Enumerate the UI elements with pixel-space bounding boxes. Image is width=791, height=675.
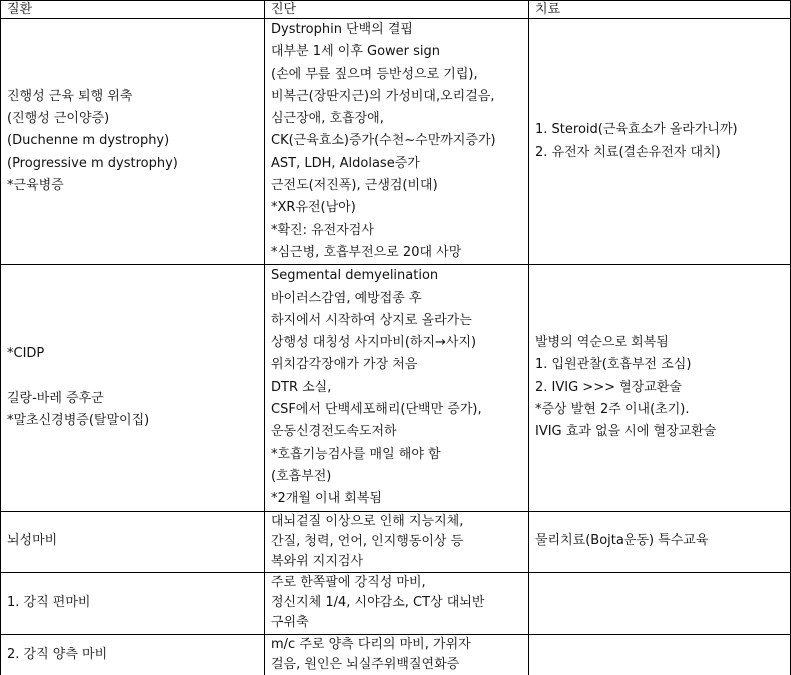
- diagnosis-cell: [265, 19, 529, 265]
- treatment-line: 1. Steroid(근육효소가 올라가니까): [535, 122, 738, 138]
- treatment-cell: [529, 265, 791, 511]
- diagnosis-line: (손에 무릎 짚으며 등반성으로 기립),: [271, 66, 478, 82]
- disease-line: 진행성 근육 퇴행 위축: [7, 88, 133, 104]
- diagnosis-line: *심근병, 호흡부전으로 20대 사망: [271, 244, 462, 260]
- diagnosis-line: CSF에서 단백세포해리(단백만 증가),: [271, 402, 482, 418]
- table-row: [1, 634, 791, 675]
- disease-cell: [1, 19, 265, 265]
- treatment-line: 2. IVIG >>> 혈장교환술: [535, 379, 682, 395]
- diagnosis-line: *2개월 이내 회복됨: [271, 491, 382, 507]
- treatment-line: 2. 유전자 치료(결손유전자 대치): [535, 144, 721, 160]
- table-row: [1, 572, 791, 634]
- diagnosis-line: 주로 한쪽팔에 강직성 마비,: [271, 574, 426, 590]
- disease-line: (Progressive m dystrophy): [7, 155, 178, 171]
- header-diagnosis: 진단: [265, 1, 529, 19]
- table-row: [1, 511, 791, 572]
- treatment-line: 1. 입원관찰(호흡부전 조심): [535, 357, 692, 373]
- diagnosis-line: 복와위 지지검사: [271, 553, 364, 569]
- header-treatment: 치료: [529, 1, 791, 19]
- diagnosis-line: 상행성 대칭성 사지마비(하지→사지): [271, 335, 477, 351]
- diagnosis-line: 위치감각장애가 가장 처음: [271, 357, 418, 373]
- disease-line: 뇌성마비: [7, 533, 58, 549]
- disease-line: *말초신경병증(탈말이집): [7, 413, 150, 429]
- disease-line: (Duchenne m dystrophy): [7, 133, 170, 149]
- diagnosis-line: 심근장애, 호흡장애,: [271, 111, 384, 127]
- diagnosis-line: 하지에서 시작하여 상지로 올라가는: [271, 312, 472, 328]
- disease-line: [7, 366, 261, 388]
- disease-line: 1. 강직 편마비: [7, 594, 91, 610]
- diagnosis-line: 바이러스감염, 예방접종 후: [271, 290, 422, 306]
- diagnosis-line: 간질, 청력, 언어, 인지행동이상 등: [271, 533, 464, 549]
- diagnosis-line: 정신지체 1/4, 시야감소, CT상 대뇌반: [271, 594, 485, 610]
- disease-cell: [1, 511, 265, 572]
- table-header-row: [1, 1, 791, 19]
- table-row: [1, 265, 791, 511]
- diagnosis-line: m/c 주로 양측 다리의 마비, 가위자: [271, 636, 471, 652]
- disease-line: *근육병증: [7, 178, 64, 194]
- disease-line: 2. 강직 양측 마비: [7, 646, 108, 662]
- diagnosis-line: *확진: 유전자검사: [271, 222, 374, 238]
- treatment-cell: [529, 572, 791, 634]
- treatment-cell: [529, 511, 791, 572]
- diagnosis-line: *XR유전(남아): [271, 200, 356, 216]
- treatment-cell: [529, 634, 791, 675]
- disease-cell: [1, 634, 265, 675]
- diagnosis-line: 비복근(장딴지근)의 가성비대,오리걸음,: [271, 88, 495, 104]
- diagnosis-line: 운동신경전도속도저하: [271, 424, 397, 440]
- diagnosis-cell: [265, 511, 529, 572]
- treatment-line: IVIG 효과 없을 시에 혈장교환술: [535, 424, 717, 440]
- table-row: [1, 19, 791, 265]
- diagnosis-line: 걸음, 원인은 뇌실주위백질연화증: [271, 656, 460, 672]
- diagnosis-line: Segmental demyelination: [271, 268, 439, 284]
- diagnosis-cell: [265, 265, 529, 511]
- diagnosis-line: Dystrophin 단백의 결핍: [271, 22, 413, 37]
- diagnosis-line: 대뇌겉질 이상으로 인해 지능지체,: [271, 513, 464, 529]
- treatment-line: 발병의 역순으로 회복됨: [535, 335, 669, 351]
- diagnosis-line: (호흡부전): [271, 468, 332, 484]
- disease-cell: [1, 265, 265, 511]
- disease-line: (진행성 근이양증): [7, 111, 110, 127]
- header-disease: 질환: [1, 1, 265, 19]
- diagnosis-cell: [265, 572, 529, 634]
- diagnosis-line: CK(근육효소)증가(수천~수만까지증가): [271, 133, 496, 149]
- disease-line: *CIDP: [7, 346, 45, 362]
- diagnosis-line: DTR 소실,: [271, 379, 332, 395]
- diagnosis-line: 대부분 1세 이후 Gower sign: [271, 44, 441, 60]
- diagnosis-line: 근전도(저진폭), 근생검(비대): [271, 178, 438, 194]
- diagnosis-line: *호흡기능검사를 매일 해야 함: [271, 446, 441, 462]
- treatment-cell: [529, 19, 791, 265]
- treatment-line: *증상 발현 2주 이내(초기).: [535, 402, 690, 418]
- treatment-line: 물리치료(Bojta운동) 특수교육: [535, 533, 709, 549]
- diagnosis-line: 구위축: [271, 614, 309, 630]
- disease-cell: [1, 572, 265, 634]
- diagnosis-line: AST, LDH, Aldolase증가: [271, 155, 420, 171]
- diagnosis-cell: [265, 634, 529, 675]
- disease-line: 길랑-바레 증후군: [7, 390, 104, 406]
